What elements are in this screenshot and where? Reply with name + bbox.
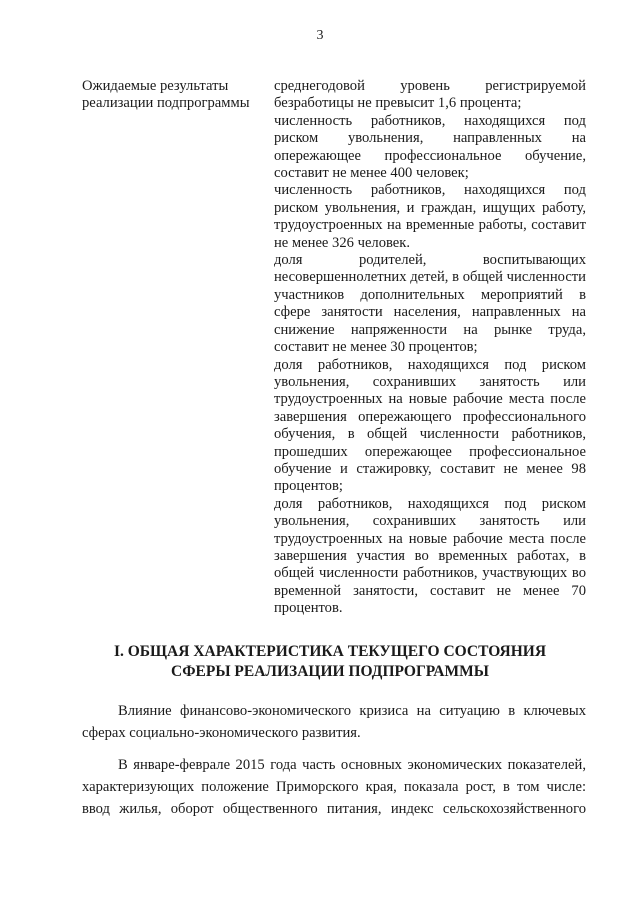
body-text <box>82 700 586 830</box>
section-heading-line: СФЕРЫ РЕАЛИЗАЦИИ ПОДПРОГРАММЫ <box>171 662 489 680</box>
result-item: среднегодовой уровень регистрируемой безработицы не превысит 1,6 процента; <box>274 78 586 112</box>
expected-results-label-line: Ожидаемые результаты <box>82 78 229 94</box>
section-heading-line: I. ОБЩАЯ ХАРАКТЕРИСТИКА ТЕКУЩЕГО СОСТОЯНИЯ <box>113 643 547 660</box>
expected-results-label-line: реализации подпрограммы <box>82 95 250 112</box>
result-item: доля работников, находящихся под риском увольнения, сохранивших занятость или трудоустроенных на новые рабочие места после завершения опережающего профессионального обучения, в общей численности работников, прошедших опережающее профессиональное обучение и стажировку, составит не менее 98 процентов; <box>274 356 586 495</box>
expected-results-list <box>274 78 586 618</box>
result-item: доля работников, находящихся под риском увольнения, сохранивших занятость или трудоустроенных на новые рабочие места после завершения участия во временных работах, в общей численности работников, участвующих во временной занятости, составит не менее 70 процентов. <box>274 495 586 617</box>
body-paragraph: Влияние финансово-экономического кризиса на ситуацию в ключевых сферах социально-экономического развития. <box>82 703 586 741</box>
result-item: доля родителей, воспитывающих несовершеннолетних детей, в общей численности участников дополнительных мероприятий в сфере занятости населения, направленных на снижение напряженности на рынке труда, составит не менее 30 процентов; <box>274 252 586 356</box>
body-paragraph: В январе-феврале 2015 года часть основных экономических показателей, характеризующих положение Приморского края, показала рост, в том числе: ввод жилья, оборот общественного питания, индекс сельскохозяйственного <box>82 757 586 817</box>
expected-results-label <box>82 78 262 113</box>
result-item: численность работников, находящихся под риском увольнения, и граждан, ищущих работу, трудоустроенных на временные работы, составит не менее 326 человек. <box>274 182 586 251</box>
section-heading <box>60 642 600 681</box>
page-number: 3 <box>316 28 324 43</box>
result-item: численность работников, находящихся под риском увольнения, направленных на опережающее профессиональное обучение, составит не менее 400 человек; <box>274 112 586 182</box>
